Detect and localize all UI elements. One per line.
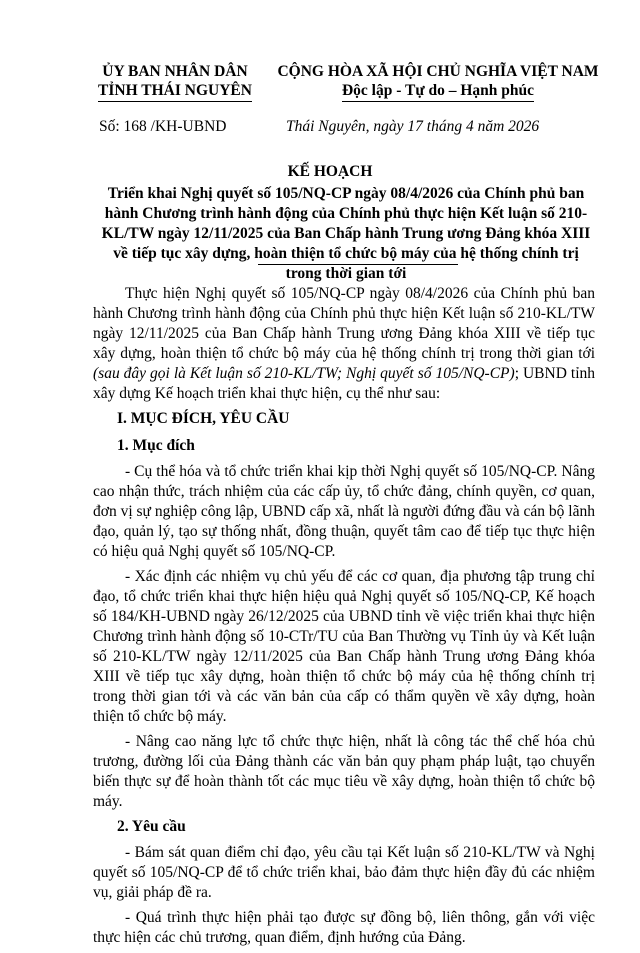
document-subtitle: Triển khai Nghị quyết số 105/NQ-CP ngày 08/4/2026 của Chính phủ ban hành Chương trình hành động của Chính phủ thực hiện Kết luận số 210-KL/TW ngày 12/11/2025 của Ban Chấp hành Trung ương Đảng khóa XIII về tiếp tục xây dựng, hoàn thiện tổ chức bộ máy của hệ thống chính trị trong thời gian tới <box>101 185 591 282</box>
agency-line-1: ỦY BAN NHÂN DÂN <box>102 63 248 80</box>
nation-line-1: CỘNG HÒA XÃ HỘI CHỦ NGHĨA VIỆT NAM <box>277 63 599 80</box>
national-header <box>262 62 614 102</box>
purpose-paragraph: - Cụ thể hóa và tổ chức triển khai kịp thời Nghị quyết số 105/NQ-CP. Nâng cao nhận thức, trách nhiệm của các cấp ủy, tổ chức đảng, chính quyền, cơ quan, đơn vị sự nghiệp công lập, UBND cấp xã, nhất là người đứng đầu và cán bộ lãnh đạo, quản lý, tạo sự thống nhất, đồng thuận, quyết tâm cao để tiếp tục thực hiện có hiệu quả Nghị quyết số 105/NQ-CP. <box>93 463 595 560</box>
intro-abbrev-note: (sau đây gọi là Kết luận số 210-KL/TW; Nghị quyết số 105/NQ-CP) <box>93 365 515 382</box>
document-title: KẾ HOẠCH <box>287 163 373 180</box>
place-date: Thái Nguyên, ngày 17 tháng 4 năm 2026 <box>286 118 540 135</box>
section-heading: I. MỤC ĐÍCH, YÊU CẦU <box>117 410 290 427</box>
document-body <box>93 284 595 953</box>
subsection-heading-purpose: 1. Mục đích <box>117 437 195 454</box>
requirement-paragraph: - Bám sát quan điểm chỉ đạo, yêu cầu tại Kết luận số 210-KL/TW và Nghị quyết số 105/NQ-CP để tổ chức triển khai, bảo đảm thực hiện đầy đủ các nhiệm vụ, giải pháp đề ra. <box>93 844 595 901</box>
intro-paragraph <box>93 284 595 404</box>
requirement-paragraph: - Quá trình thực hiện phải tạo được sự đồng bộ, liên thông, gắn với việc thực hiện các chủ trương, quan điểm, định hướng của Đảng. <box>93 909 595 946</box>
document-number: Số: 168 /KH-UBND <box>99 118 227 135</box>
intro-text: Thực hiện Nghị quyết số 105/NQ-CP ngày 08/4/2026 của Chính phủ ban hành Chương trình hành động của Chính phủ thực hiện Kết luận số 210-KL/TW ngày 12/11/2025 của Ban Chấp hành Trung ương Đảng khóa XIII về tiếp tục xây dựng, hoàn thiện tổ chức bộ máy của hệ thống chính trị trong thời gian tới <box>93 285 595 362</box>
intro-tail: ; UBND tỉnh xây dựng Kế hoạch triển khai thực hiện, cụ thể như sau: <box>93 365 596 402</box>
title-underline <box>258 264 458 265</box>
subsection-heading-requirements: 2. Yêu cầu <box>117 818 186 835</box>
nation-motto: Độc lập - Tự do – Hạnh phúc <box>342 81 534 102</box>
purpose-paragraph: - Xác định các nhiệm vụ chủ yếu để các cơ quan, địa phương tập trung chỉ đạo, tổ chức triển khai thực hiện hiệu quả Nghị quyết số 105/NQ-CP, Kế hoạch số 184/KH-UBND ngày 26/12/2025 của UBND tỉnh về việc triển khai thực hiện Chương trình hành động số 10-CTr/TU của Ban Thường vụ Tỉnh ủy và Kết luận số 210-KL/TW ngày 12/11/2025 của Ban Chấp hành Trung ương Đảng khóa XIII về tiếp tục xây dựng, hoàn thiện tổ chức bộ máy của hệ thống chính trị trong thời gian tới và các văn bản của cấp có thẩm quyền về xây dựng, hoàn thiện tổ chức bộ máy. <box>93 568 595 725</box>
issuing-agency <box>80 62 270 102</box>
agency-line-2: TỈNH THÁI NGUYÊN <box>98 81 252 102</box>
purpose-paragraph: - Nâng cao năng lực tổ chức thực hiện, nhất là công tác thể chế hóa chủ trương, đường lối của Đảng thành các văn bản quy phạm pháp luật, tạo chuyển biến thực sự để hoàn thành tốt các mục tiêu về xây dựng, hoàn thiện tổ chức bộ máy. <box>93 733 595 810</box>
